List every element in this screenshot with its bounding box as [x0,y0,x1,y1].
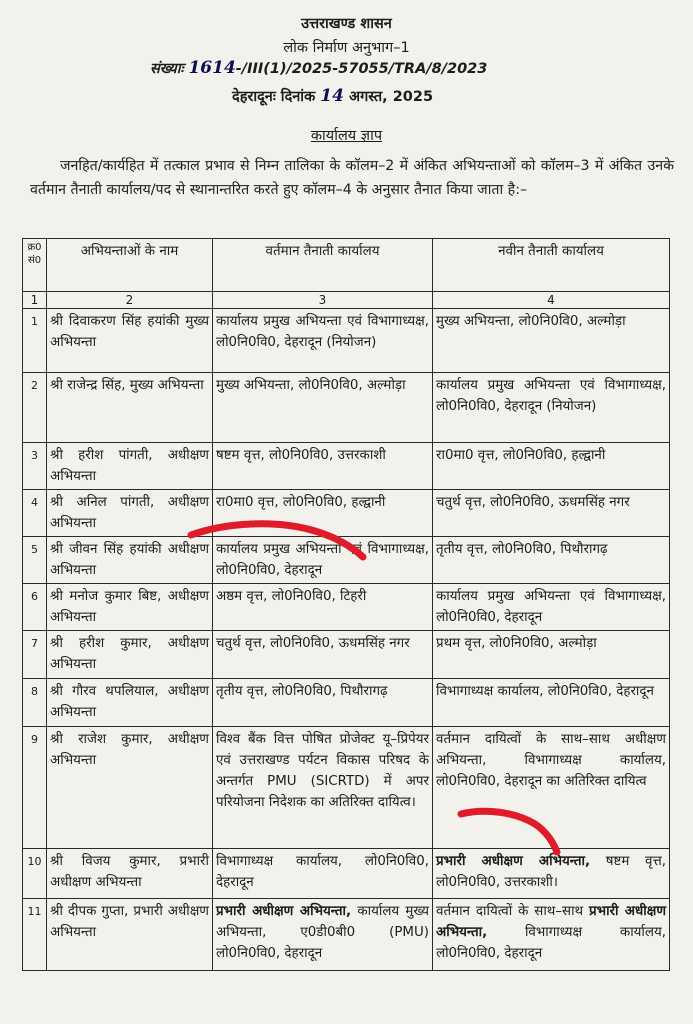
new-office [433,899,670,971]
new-office: रा0मा0 वृत्त, लो0नि0वि0, हल्द्वानी [433,443,670,490]
row-serial: 1 [23,309,47,373]
engineer-name: श्री गौरव थपलियाल, अधीक्षण अभियन्ता [47,679,213,727]
department-name: लोक निर्माण अनुभाग–1 [283,40,410,56]
table-row [23,443,670,490]
current-office [213,899,433,971]
new-office: विभागाध्यक्ष कार्यालय, लो0नि0वि0, देहरादून [433,679,670,727]
table-row [23,309,670,373]
table-row [23,899,670,971]
date-suffix: अगस्त, 2025 [349,89,434,105]
new-office-bold: प्रभारी अधीक्षण अभियन्ता, [436,854,591,869]
new-office: कार्यालय प्रमुख अभियन्ता एवं विभागाध्यक्ष, लो0नि0वि0, देहरादून [433,584,670,631]
header-current-office: वर्तमान तैनाती कार्यालय [213,239,433,292]
new-office-prefix: वर्तमान दायित्वों के साथ–साथ [436,904,590,919]
column-number: 4 [433,292,670,309]
row-serial: 3 [23,443,47,490]
row-serial: 7 [23,631,47,679]
header-serial: क्र0 सं0 [23,239,47,292]
engineer-name: श्री मनोज कुमार बिष्ट, अधीक्षण अभियन्ता [47,584,213,631]
current-office-text: कार्यालय मुख्य अभियन्ता, ए0डी0बी0 (PMU) लो0नि0वि0, देहरादून [216,904,429,961]
table-row [23,373,670,443]
new-office: कार्यालय प्रमुख अभियन्ता एवं विभागाध्यक्ष, लो0नि0वि0, देहरादून (नियोजन) [433,373,670,443]
engineer-name: श्री राजेश कुमार, अधीक्षण अभियन्ता [47,727,213,849]
engineer-name: श्री दिवाकरण सिंह हयांकी मुख्य अभियन्ता [47,309,213,373]
new-office [433,849,670,899]
reference-prefix: संख्याः [150,61,184,77]
new-office: वर्तमान दायित्वों के साथ–साथ अधीक्षण अभियन्ता, विभागाध्यक्ष कार्यालय, लो0नि0वि0, देहरादून का अतिरिक्त दायित्व [433,727,670,849]
current-office: चतुर्थ वृत्त, लो0नि0वि0, ऊधमसिंह नगर [213,631,433,679]
table-row [23,584,670,631]
new-office-bold: प्रभारी अधीक्षण अभियन्ता, [436,904,667,940]
row-serial: 8 [23,679,47,727]
engineer-name: श्री विजय कुमार, प्रभारी अधीक्षण अभियन्ता [47,849,213,899]
row-serial: 9 [23,727,47,849]
government-name: उत्तराखण्ड शासन [301,16,392,32]
table-row [23,490,670,537]
reference-handwritten: 1614 [188,58,236,78]
date-handwritten: 14 [320,86,344,106]
table-row [23,727,670,849]
row-serial: 11 [23,899,47,971]
new-office: चतुर्थ वृत्त, लो0नि0वि0, ऊधमसिंह नगर [433,490,670,537]
row-serial: 10 [23,849,47,899]
transfer-table [22,238,670,971]
column-number: 2 [47,292,213,309]
engineer-name: श्री राजेन्द्र सिंह, मुख्य अभियन्ता [47,373,213,443]
current-office: विश्व बैंक वित्त पोषित प्रोजेक्ट यू–प्रिपेयर एवं उत्तराखण्ड पर्यटन विकास परिषद के अन्तर्गत PMU (SICRTD) में अपर परियोजना निदेशक का अतिरिक्त दायित्व। [213,727,433,849]
current-office-bold: प्रभारी अधीक्षण अभियन्ता, [216,904,352,919]
row-serial: 6 [23,584,47,631]
table-row [23,631,670,679]
engineer-name: श्री दीपक गुप्ता, प्रभारी अधीक्षण अभियन्ता [47,899,213,971]
new-office: तृतीय वृत्त, लो0नि0वि0, पिथौरागढ़ [433,537,670,584]
issue-date [232,86,532,107]
column-number-row [23,292,670,309]
new-office-text: षष्टम वृत्त, लो0नि0वि0, उत्तरकाशी। [436,854,666,890]
new-office: प्रथम वृत्त, लो0नि0वि0, अल्मोड़ा [433,631,670,679]
current-office: विभागाध्यक्ष कार्यालय, लो0नि0वि0, देहरादून [213,849,433,899]
table-row [23,537,670,584]
table-header-row [23,239,670,292]
current-office: रा0मा0 वृत्त, लो0नि0वि0, हल्द्वानी [213,490,433,537]
new-office: मुख्य अभियन्ता, लो0नि0वि0, अल्मोड़ा [433,309,670,373]
engineer-name: श्री अनिल पांगती, अधीक्षण अभियन्ता [47,490,213,537]
current-office: कार्यालय प्रमुख अभियन्ता एवं विभागाध्यक्ष, लो0नि0वि0, देहरादून (नियोजन) [213,309,433,373]
row-serial: 2 [23,373,47,443]
table-row [23,849,670,899]
current-office: अष्ठम वृत्त, लो0नि0वि0, टिहरी [213,584,433,631]
current-office: षष्टम वृत्त, लो0नि0वि0, उत्तरकाशी [213,443,433,490]
row-serial: 5 [23,537,47,584]
memo-title: कार्यालय ज्ञाप [310,128,383,144]
engineer-name: श्री हरीश कुमार, अधीक्षण अभियन्ता [47,631,213,679]
row-serial: 4 [23,490,47,537]
current-office: कार्यालय प्रमुख अभियन्ता एवं विभागाध्यक्ष, लो0नि0वि0, देहरादून [213,537,433,584]
current-office: तृतीय वृत्त, लो0नि0वि0, पिथौरागढ़ [213,679,433,727]
reference-suffix: -/III(1)/2025-57055/TRA/8/2023 [235,61,488,77]
date-prefix: देहरादूनः दिनांक [232,89,316,105]
header-name: अभियन्ताओं के नाम [47,239,213,292]
current-office: मुख्य अभियन्ता, लो0नि0वि0, अल्मोड़ा [213,373,433,443]
column-number: 3 [213,292,433,309]
column-number: 1 [23,292,47,309]
table-row [23,679,670,727]
engineer-name: श्री हरीश पांगती, अधीक्षण अभियन्ता [47,443,213,490]
header-new-office: नवीन तैनाती कार्यालय [433,239,670,292]
engineer-name: श्री जीवन सिंह हयांकी अधीक्षण अभियन्ता [47,537,213,584]
reference-number [150,58,630,79]
memo-introduction: जनहित/कार्यहित में तत्काल प्रभाव से निम्न तालिका के कॉलम–2 में अंकित अभियन्ताओं को कॉलम–3 में अंकित उनके वर्तमान तैनाती कार्यालय/पद से स्थानान्तरित करते हुए कॉलम–4 के अनुसार तैनात किया जाता है:– [30,158,674,198]
new-office-text: विभागाध्यक्ष कार्यालय, लो0नि0वि0, देहरादून [436,925,666,961]
